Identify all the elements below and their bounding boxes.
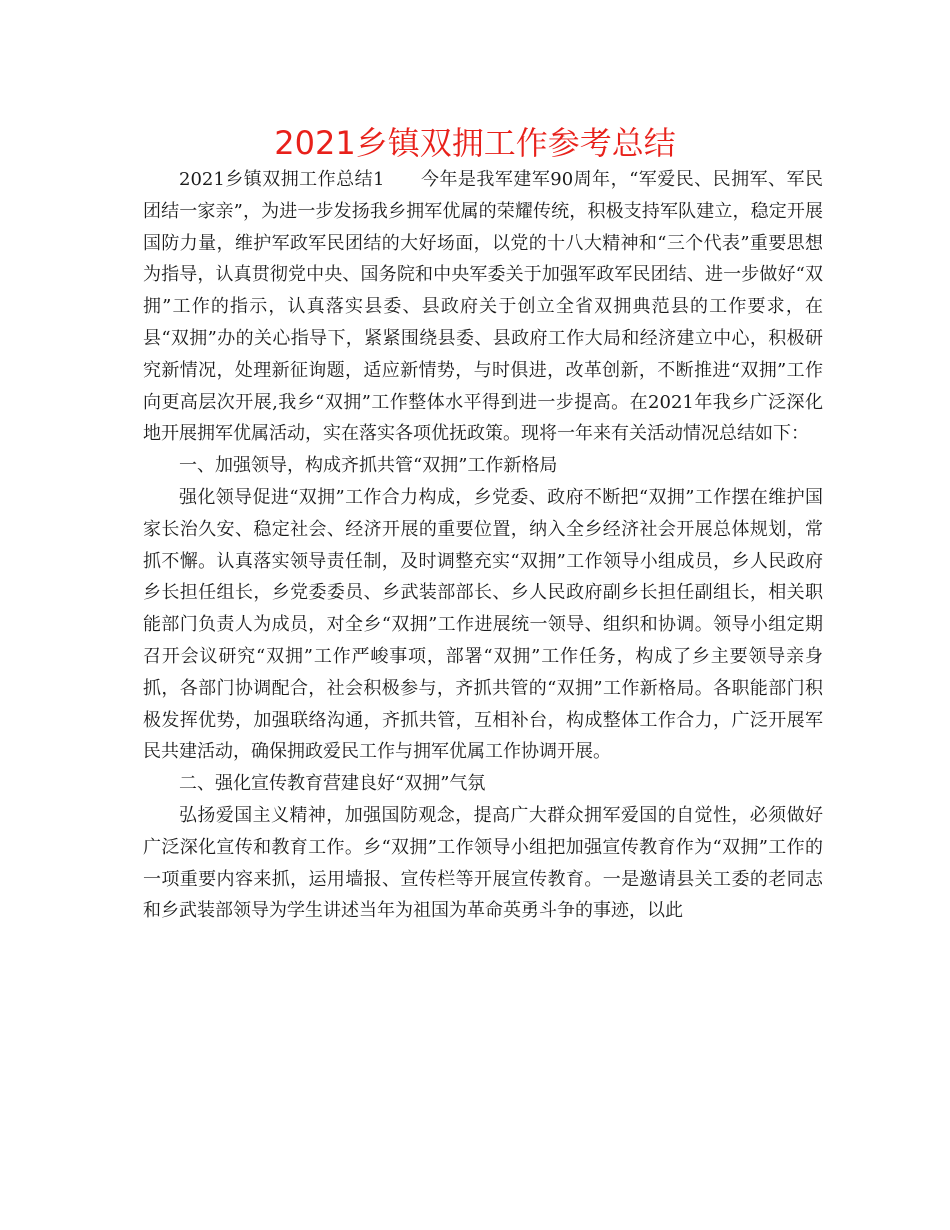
section-heading-1: 一、加强领导，构成齐抓共管“双拥”工作新格局 [179, 455, 558, 477]
paragraph-intro [143, 164, 823, 450]
section-heading-2: 二、强化宣传教育营建良好“双拥”气氛 [179, 773, 486, 795]
paragraph-section-1: 强化领导促进“双拥”工作合力构成，乡党委、政府不断把“双拥”工作摆在维护国家长治久安、稳定社会、经济开展的重要位置，纳入全乡经济社会开展总体规划，常抓不懈。认真落实领导责任制，及时调整充实“双拥”工作领导小组成员，乡人民政府乡长担任组长，乡党委委员、乡武装部部长、乡人民政府副乡长担任副组长，相关职能部门负责人为成员，对全乡“双拥”工作进展统一领导、组织和协调。领导小组定期召开会议研究“双拥”工作严峻事项，部署“双拥”工作任务，构成了乡主要领导亲身抓，各部门协调配合，社会积极参与，齐抓共管的“双拥”工作新格局。各职能部门积极发挥优势，加强联络沟通，齐抓共管，互相补台，构成整体工作合力，广泛开展军民共建活动，确保拥政爱民工作与拥军优属工作协调开展。 [143, 486, 823, 763]
intro-text: 今年是我军建军90周年，“军爱民、民拥军、军民团结一家亲”，为进一步发扬我乡拥军优属的荣耀传统，积极支持军队建立，稳定开展国防力量，维护军政军民团结的大好场面，以党的十八大精神和“三个代表”重要思想为指导，认真贯彻党中央、国务院和中央军委关于加强军政军民团结、进一步做好“双拥”工作的指示，认真落实县委、县政府关于创立全省双拥典范县的工作要求，在县“双拥”办的关心指导下，紧紧围绕县委、县政府工作大局和经济建立中心，积极研究新情况，处理新征询题，适应新情势，与时俱进，改革创新，不断推进“双拥”工作向更高层次开展,我乡“双拥”工作整体水平得到进一步提高。在2021年我乡广泛深化地开展拥军优属活动，实在落实各项优抚政策。现将一年来有关活动情况总结如下： [143, 169, 823, 445]
intro-label: 2021乡镇双拥工作总结1 [179, 169, 385, 190]
paragraph-section-2: 弘扬爱国主义精神，加强国防观念，提高广大群众拥军爱国的自觉性，必须做好广泛深化宣传和教育工作。乡“双拥”工作领导小组把加强宣传教育作为“双拥”工作的一项重要内容来抓，运用墙报、宣传栏等开展宣传教育。一是邀请县关工委的老同志和乡武装部领导为学生讲述当年为祖国为革命英勇斗争的事迹，以此 [143, 804, 823, 922]
document-title: 2021乡镇双拥工作参考总结 [274, 124, 676, 162]
document-body [143, 164, 823, 927]
